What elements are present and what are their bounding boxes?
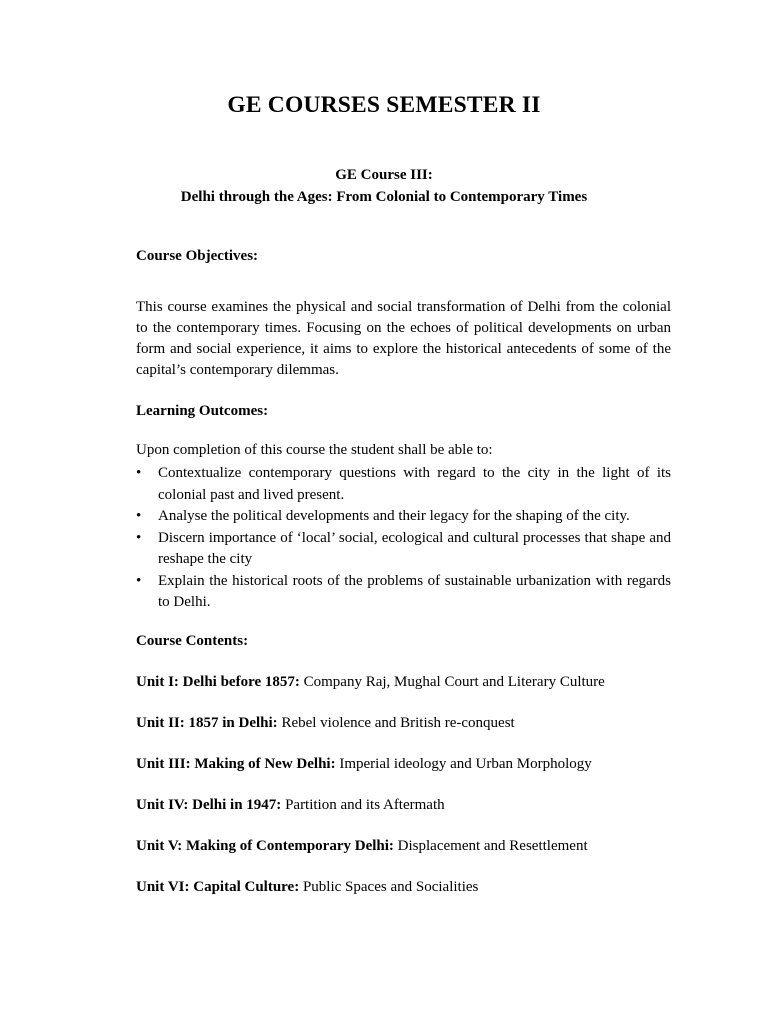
- unit-topic: Company Raj, Mughal Court and Literary Culture: [299, 674, 605, 690]
- outcomes-intro: Upon completion of this course the student shall be able to:: [136, 442, 493, 458]
- unit-line: [136, 797, 445, 814]
- unit-line: [136, 756, 592, 773]
- outcome-text: Explain the historical roots of the problems of sustainable urbanization with regards to Delhi.: [158, 572, 671, 610]
- unit-line: [136, 674, 605, 691]
- course-heading: [0, 164, 768, 208]
- outcome-text: Contextualize contemporary questions with regard to the city in the light of its colonial past and lived present.: [158, 465, 671, 503]
- unit-line: [136, 715, 515, 732]
- unit-topic: Rebel violence and British re-conquest: [277, 715, 515, 731]
- unit-topic: Partition and its Aftermath: [281, 797, 445, 813]
- unit-label: Unit III: Making of New Delhi:: [136, 756, 336, 772]
- unit-label: Unit V: Making of Contemporary Delhi:: [136, 838, 394, 854]
- unit-label: Unit I: Delhi before 1857:: [136, 674, 300, 690]
- outcome-item: [136, 528, 671, 571]
- unit-label: Unit VI: Capital Culture:: [136, 879, 300, 895]
- outcome-item: [136, 463, 671, 506]
- objectives-paragraph: This course examines the physical and social transformation of Delhi from the colonial to the contemporary times. Focusing on the echoes of political developments on urban form and social experience, it aims to explore the historical antecedents of some of the capital’s contemporary dilemmas.: [136, 299, 671, 378]
- outcome-text: Analyse the political developments and their legacy for the shaping of the city.: [158, 508, 630, 524]
- bullet-icon: •: [136, 508, 142, 524]
- course-number: GE Course III:: [335, 167, 433, 183]
- course-name: Delhi through the Ages: From Colonial to Contemporary Times: [180, 189, 588, 205]
- bullet-icon: •: [136, 529, 142, 546]
- page-title: GE COURSES SEMESTER II: [227, 92, 541, 118]
- unit-topic: Displacement and Resettlement: [393, 838, 588, 854]
- unit-topic: Public Spaces and Socialities: [299, 879, 479, 895]
- objectives-heading: Course Objectives:: [136, 248, 259, 264]
- unit-topic: Imperial ideology and Urban Morphology: [335, 756, 592, 772]
- unit-label: Unit IV: Delhi in 1947:: [136, 797, 282, 813]
- unit-label: Unit II: 1857 in Delhi:: [136, 715, 278, 731]
- bullet-icon: •: [136, 572, 142, 589]
- outcomes-heading: Learning Outcomes:: [136, 403, 269, 419]
- unit-line: [136, 838, 588, 855]
- outcomes-list: [136, 463, 671, 614]
- contents-heading: Course Contents:: [136, 633, 249, 649]
- outcome-item: [136, 571, 671, 614]
- unit-line: [136, 879, 478, 896]
- outcome-text: Discern importance of ‘local’ social, ecological and cultural processes that shape and reshape the city: [158, 529, 671, 567]
- bullet-icon: •: [136, 465, 142, 481]
- outcome-item: [136, 506, 671, 528]
